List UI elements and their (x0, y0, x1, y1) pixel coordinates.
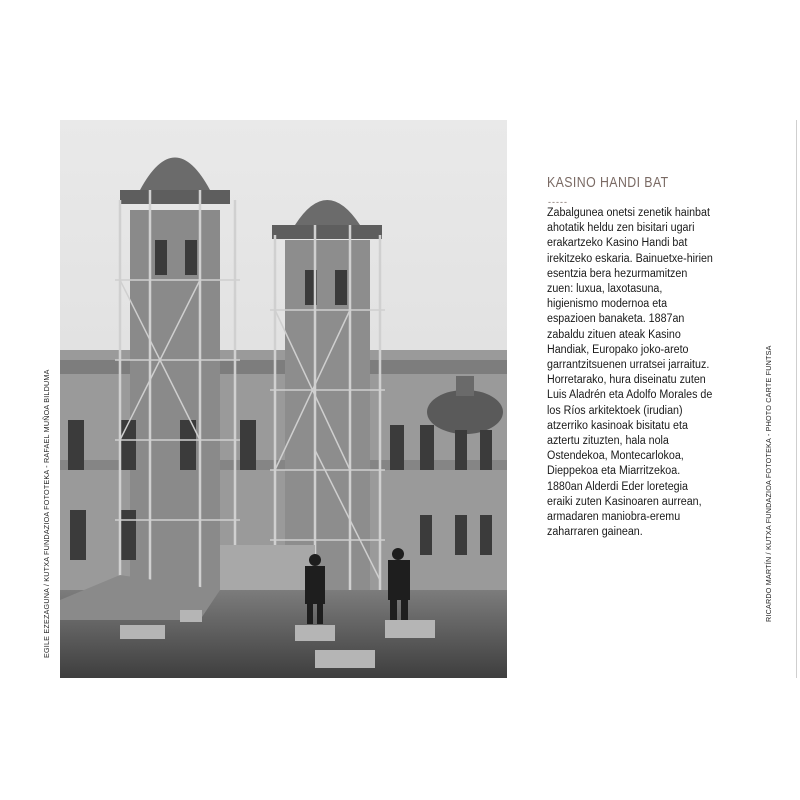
historic-photo (60, 120, 507, 678)
photo-credit-left: EGILE EZEZAGUNA / KUTXA FUNDAZIOA FOTOTEKA - RAFAEL MUÑOA BILDUMA (42, 369, 51, 658)
article-body (547, 206, 714, 540)
photo-credit-right: RICARDO MARTÍN / KUTXA FUNDAZIOA FOTOTEKA - PHOTO CARTE FUNTSA (764, 345, 773, 622)
heading-rule: ----- (548, 197, 568, 207)
casino-construction-image (60, 120, 507, 678)
page-edge-line (796, 120, 797, 678)
article-paragraph: Zabalgunea onetsi zenetik hainbat ahotatik heldu zen bisitari ugari erakartzeko Kasino Handi bat irekitzeko eskaria. Bainuetxe-hirien esentzia bera hezurmamitzen zuen: luxua, laxotasuna, higienismo modernoa eta espazioen banaketa. 1887an zabaldu zituen ateak Kasino Handiak, Europako joko-areto garrantzitsuenen urratsei jarraituz. Horretarako, hura diseinatu zuten Luis Aladrén eta Adolfo Morales de los Ríos arkitektoek (irudian) atzerriko kasinoak bisitatu eta aztertu zituzten, hala nola Ostendekoa, Montecarlokoa, Dieppekoa eta Miarritzekoa. 1880an Alderdi Eder loretegia eraiki zuten Kasinoaren aurrean, armadaren maniobra-eremu zaharraren gainean. (547, 207, 713, 539)
article-heading: KASINO HANDI BAT (547, 175, 669, 191)
